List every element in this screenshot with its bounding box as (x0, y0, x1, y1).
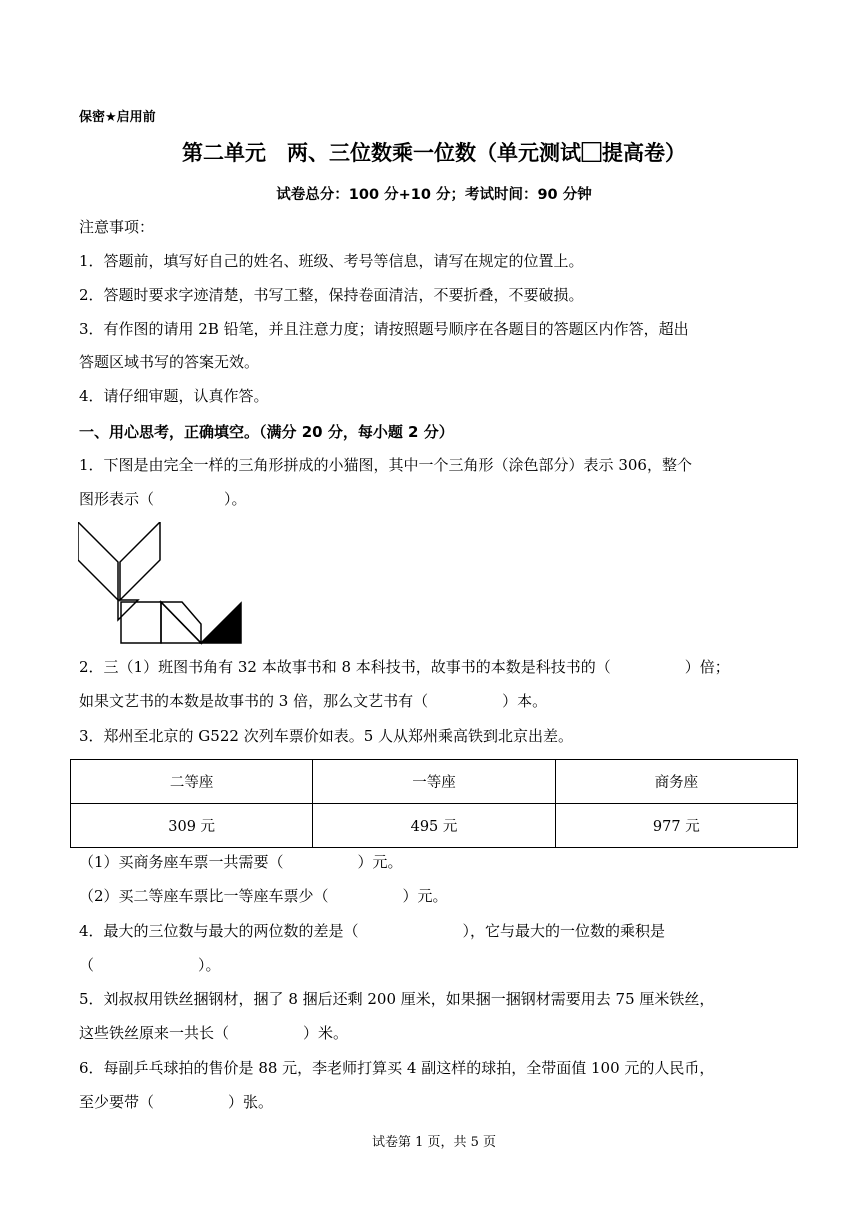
question-1-line: 1．下图是由完全一样的三角形拼成的小猫图，其中一个三角形（涂色部分）表示 306，整个 (79, 456, 692, 474)
question-3-sub (79, 886, 448, 906)
notice-item: 2．答题时要求字迹清楚，书写工整，保持卷面清洁，不要折叠，不要破损。 (79, 286, 584, 304)
notice-item: 3．有作图的请用 2B 铅笔，并且注意力度；请按照题号顺序在各题目的答题区内作答，超出 (79, 320, 689, 338)
question-text: ）米。 (303, 1024, 349, 1042)
question-3-sub (79, 852, 403, 872)
question-text: ），它与最大的一位数的乘积是 (462, 922, 666, 940)
table-cell: 495 元 (313, 804, 555, 848)
question-1-line (79, 489, 247, 509)
question-text: ）。 (224, 490, 247, 508)
question-text: （2）买二等座车票比一等座车票少（ (79, 887, 329, 905)
table-header-cell: 商务座 (555, 760, 797, 804)
cat-tail-edge (161, 602, 201, 643)
notice-item: 答题区域书写的答案无效。 (79, 353, 260, 371)
question-text: ）。 (198, 956, 221, 974)
notice-item: 4．请仔细审题，认真作答。 (79, 387, 269, 405)
question-2-line (79, 657, 730, 677)
question-5-line: 5．刘叔叔用铁丝捆钢材，捆了 8 捆后还剩 200 厘米，如果捆一捆钢材需要用去 75 厘米铁丝， (79, 990, 715, 1008)
question-6-line (79, 1092, 273, 1112)
cat-ear-right (120, 522, 160, 600)
exam-subtitle: 试卷总分：100 分+10 分；考试时间：90 分钟 (276, 187, 592, 203)
question-4-line (79, 921, 665, 941)
table-header-row (71, 760, 798, 804)
question-text: 如果文艺书的本数是故事书的 3 倍，那么文艺书有（ (79, 692, 429, 710)
table-header-cell: 二等座 (71, 760, 313, 804)
table-cell: 977 元 (555, 804, 797, 848)
question-text: 至少要带（ (79, 1093, 155, 1111)
table-header-cell: 一等座 (313, 760, 555, 804)
page-footer: 试卷第 1 页，共 5 页 (371, 1135, 497, 1150)
question-text: 2．三（1）班图书角有 32 本故事书和 8 本科技书，故事书的本数是科技书的（ (79, 658, 611, 676)
question-2-line (79, 691, 547, 711)
table-cell: 309 元 (71, 804, 313, 848)
question-3-line: 3．郑州至北京的 G522 次列车票价如表。5 人从郑州乘高铁到北京出差。 (79, 727, 574, 745)
exam-title: 第二单元 两、三位数乘一位数（单元测试⃞提高卷） (182, 141, 686, 165)
question-4-line (79, 955, 221, 975)
cat-shaded-triangle (201, 603, 241, 643)
question-text: ）元。 (402, 887, 448, 905)
question-text: 图形表示（ (79, 490, 155, 508)
ticket-price-table (70, 759, 798, 848)
notice-heading: 注意事项： (79, 218, 155, 236)
question-text: 4．最大的三位数与最大的两位数的差是（ (79, 922, 359, 940)
notice-item: 1．答题前，填写好自己的姓名、班级、考号等信息，请写在规定的位置上。 (79, 252, 584, 270)
question-5-line (79, 1023, 348, 1043)
table-row (71, 804, 798, 848)
confidential-label: 保密★启用前 (79, 110, 156, 125)
question-text: 这些铁丝原来一共长（ (79, 1024, 230, 1042)
section-heading: 一、用心思考，正确填空。（满分 20 分，每小题 2 分） (79, 423, 454, 441)
question-text: ）倍； (684, 658, 730, 676)
cat-body-square (121, 602, 161, 643)
question-6-line: 6．每副乒乓球拍的售价是 88 元，李老师打算买 4 副这样的球拍，全带面值 100 元的人民币， (79, 1059, 715, 1077)
question-text: （ (79, 956, 95, 974)
question-text: ）元。 (357, 853, 403, 871)
question-text: ）张。 (228, 1093, 274, 1111)
cat-figure (78, 522, 243, 646)
cat-ear-left (78, 522, 118, 600)
question-text: （1）买商务座车票一共需要（ (79, 853, 284, 871)
question-text: ）本。 (502, 692, 548, 710)
